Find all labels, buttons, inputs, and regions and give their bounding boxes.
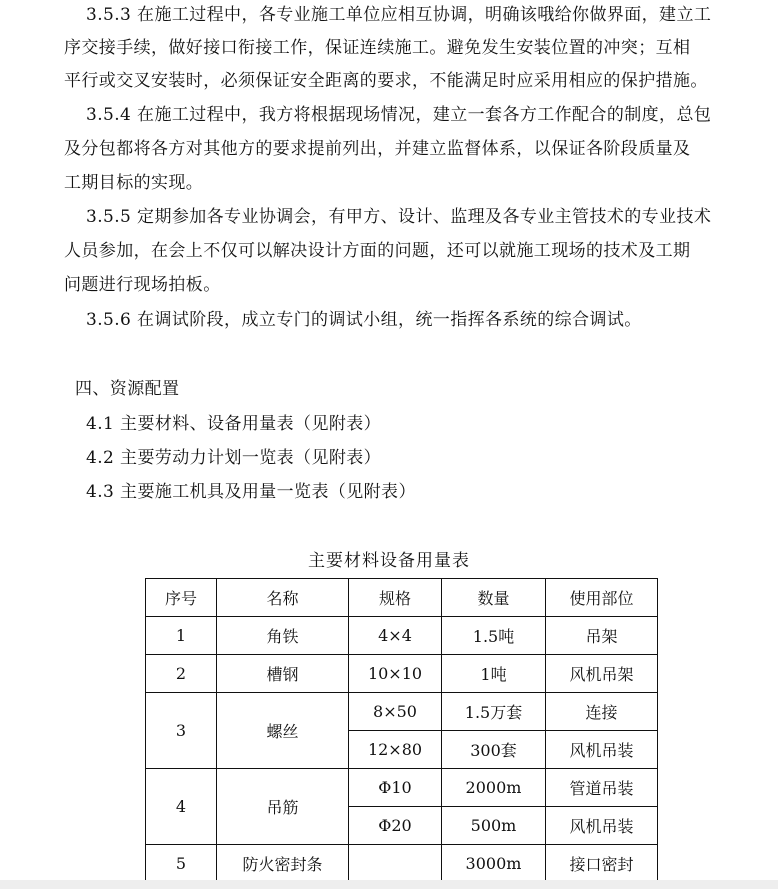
table-header-row	[146, 579, 658, 617]
page-bottom-strip	[0, 880, 778, 889]
cell-no: 1	[146, 617, 217, 655]
table-row	[146, 655, 658, 693]
cell-no: 4	[146, 769, 217, 845]
table-row	[146, 693, 658, 731]
cell-spec	[349, 845, 442, 883]
materials-table	[145, 578, 658, 883]
cell-use: 风机吊架	[546, 655, 658, 693]
cell-spec: 12×80	[349, 731, 442, 769]
cell-qty: 300套	[442, 731, 546, 769]
header-qty: 数量	[442, 579, 546, 617]
cell-name: 螺丝	[217, 693, 349, 769]
para-3-5-4-line1: 3.5.4 在施工过程中，我方将根据现场情况，建立一套各方工作配合的制度，总包	[86, 105, 712, 125]
cell-no: 2	[146, 655, 217, 693]
cell-use: 吊架	[546, 617, 658, 655]
section-item-4-2: 4.2 主要劳动力计划一览表（见附表）	[86, 448, 382, 468]
cell-spec: Φ20	[349, 807, 442, 845]
cell-use: 接口密封	[546, 845, 658, 883]
cell-use: 管道吊装	[546, 769, 658, 807]
cell-qty: 3000m	[442, 845, 546, 883]
para-3-5-6-line1: 3.5.6 在调试阶段，成立专门的调试小组，统一指挥各系统的综合调试。	[86, 310, 642, 330]
table-row	[146, 617, 658, 655]
para-3-5-3-line1: 3.5.3 在施工过程中，各专业施工单位应相互协调，明确该哦给你做界面，建立工	[86, 5, 712, 25]
header-name: 名称	[217, 579, 349, 617]
table-row	[146, 769, 658, 807]
para-3-5-4-line2: 及分包都将各方对其他方的要求提前列出，并建立监督体系，以保证各阶段质量及	[64, 139, 691, 159]
header-no: 序号	[146, 579, 217, 617]
table-caption: 主要材料设备用量表	[308, 551, 470, 571]
section-item-4-3: 4.3 主要施工机具及用量一览表（见附表）	[86, 482, 416, 502]
cell-spec: 4×4	[349, 617, 442, 655]
cell-qty: 500m	[442, 807, 546, 845]
table-row	[146, 845, 658, 883]
section-heading-resource-allocation: 四、资源配置	[75, 379, 180, 399]
cell-qty: 1.5吨	[442, 617, 546, 655]
cell-spec: 8×50	[349, 693, 442, 731]
cell-use: 风机吊装	[546, 731, 658, 769]
para-3-5-5-line2: 人员参加，在会上不仅可以解决设计方面的问题，还可以就施工现场的技术及工期	[64, 241, 691, 261]
section-item-4-1: 4.1 主要材料、设备用量表（见附表）	[86, 414, 382, 434]
cell-name: 槽钢	[217, 655, 349, 693]
para-3-5-3-line2: 序交接手续，做好接口衔接工作，保证连续施工。避免发生安装位置的冲突；互相	[64, 38, 691, 58]
cell-spec: 10×10	[349, 655, 442, 693]
cell-no: 5	[146, 845, 217, 883]
cell-use: 风机吊装	[546, 807, 658, 845]
para-3-5-4-line3: 工期目标的实现。	[64, 173, 204, 193]
cell-use: 连接	[546, 693, 658, 731]
cell-qty: 1吨	[442, 655, 546, 693]
cell-qty: 1.5万套	[442, 693, 546, 731]
cell-qty: 2000m	[442, 769, 546, 807]
header-use: 使用部位	[546, 579, 658, 617]
cell-name: 角铁	[217, 617, 349, 655]
para-3-5-5-line1: 3.5.5 定期参加各专业协调会，有甲方、设计、监理及各专业主管技术的专业技术	[86, 207, 712, 227]
cell-name: 防火密封条	[217, 845, 349, 883]
para-3-5-3-line3: 平行或交叉安装时，必须保证安全距离的要求，不能满足时应采用相应的保护措施。	[64, 71, 708, 91]
header-spec: 规格	[349, 579, 442, 617]
para-3-5-5-line3: 问题进行现场拍板。	[64, 275, 221, 295]
cell-no: 3	[146, 693, 217, 769]
cell-spec: Φ10	[349, 769, 442, 807]
cell-name: 吊筋	[217, 769, 349, 845]
